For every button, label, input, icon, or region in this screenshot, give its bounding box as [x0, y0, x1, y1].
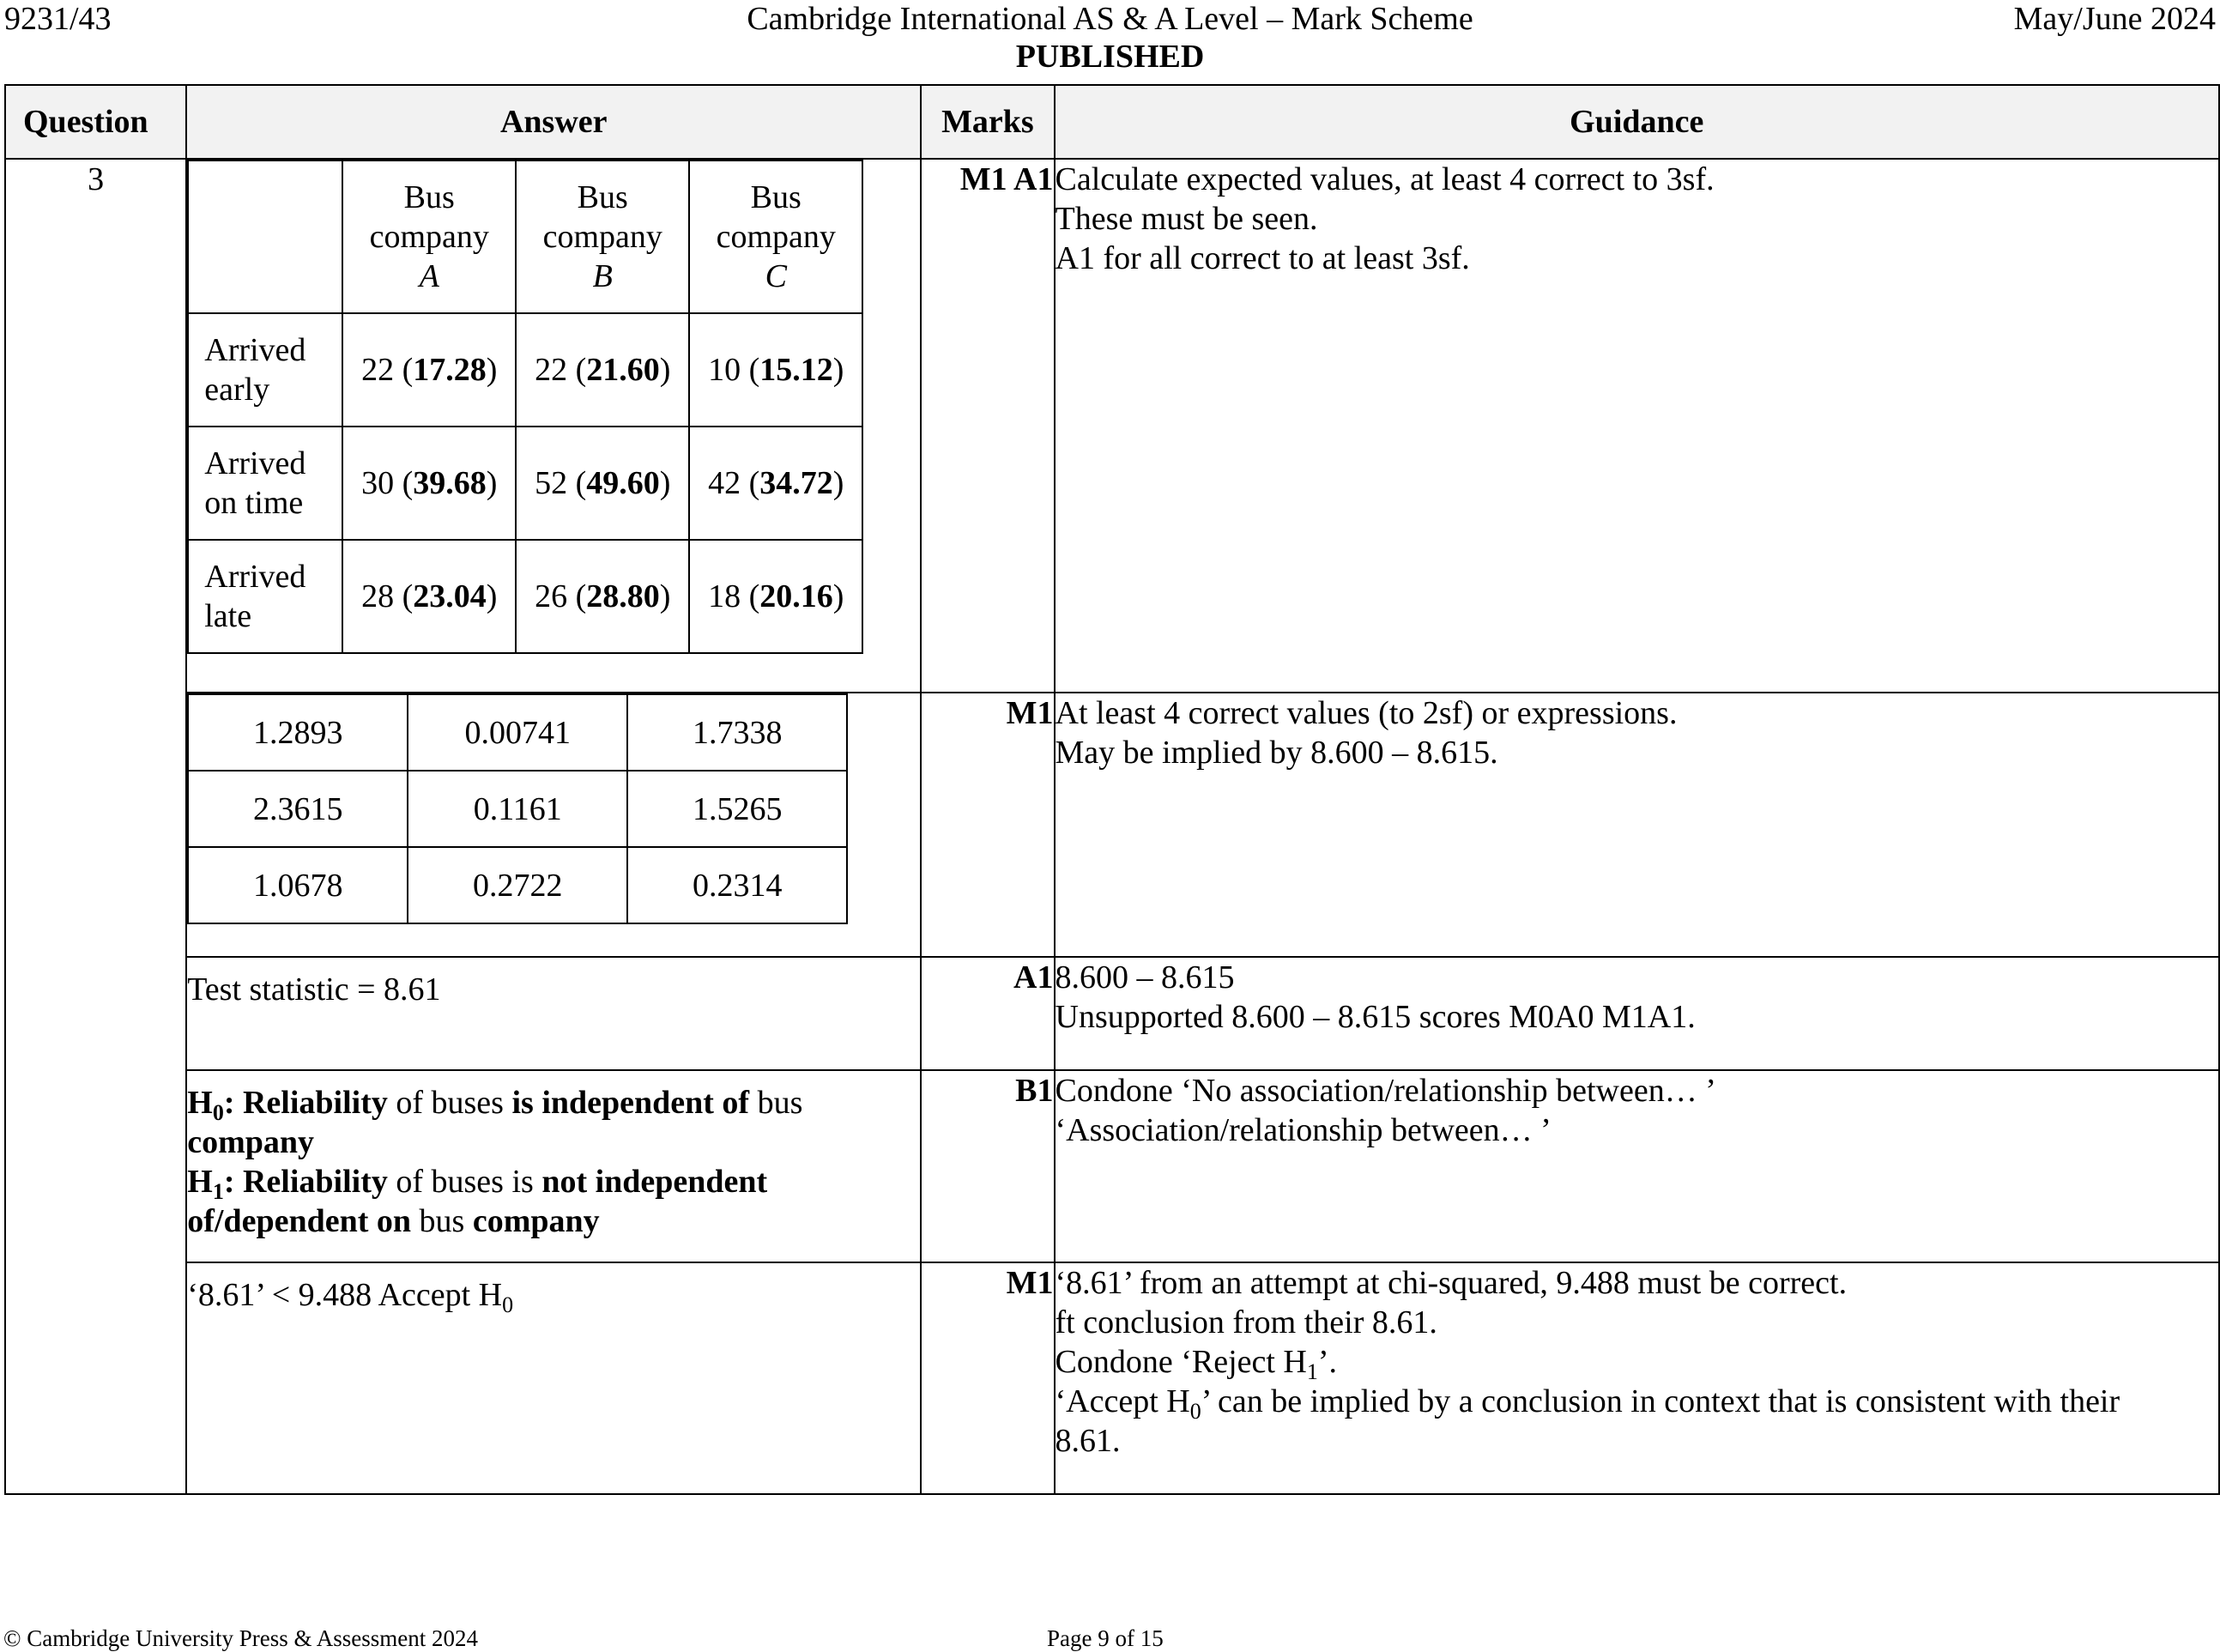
contribution-cell: 0.2314: [627, 847, 847, 923]
row-label-early: Arrived early: [188, 313, 342, 427]
row-label-on-time: Arrived on time: [188, 427, 342, 540]
contribution-cell: 1.7338: [627, 694, 847, 771]
contribution-cell: 0.1161: [408, 771, 627, 847]
answer-cell: $H_0$: Reliability of buses is independent of bus company $H_1$: Reliability of buses is not independent of/dependent on bus company: [186, 1070, 921, 1262]
guidance-cell: At least 4 correct values (to 2sf) or expressions. May be implied by 8.600 – 8.615.: [1055, 693, 2220, 957]
contribution-cell: 1.0678: [188, 847, 408, 923]
row-label-late: Arrived late: [188, 540, 342, 653]
column-header-guidance: Guidance: [1055, 85, 2220, 159]
guidance-cell: 8.600 – 8.615 Unsupported 8.600 – 8.615 scores M0A0 M1A1.: [1055, 957, 2220, 1070]
contribution-cell: 0.2722: [408, 847, 627, 923]
contribution-cell: 1.5265: [627, 771, 847, 847]
guidance-cell: Calculate expected values, at least 4 correct to 3sf. These must be seen. A1 for all correct to at least 3sf.: [1055, 159, 2220, 693]
marks-cell: M1: [921, 693, 1054, 957]
observed-expected-cell: 28 (23.04): [342, 540, 516, 653]
document-title: Cambridge International AS & A Level – Mark Scheme: [747, 1, 1473, 37]
exam-session: May/June 2024: [2013, 1, 2216, 37]
copyright-notice: © Cambridge University Press & Assessment 2024: [3, 1625, 478, 1651]
answer-cell: [186, 159, 921, 693]
contribution-cell: 0.00741: [408, 694, 627, 771]
contribution-cell: 1.2893: [188, 694, 408, 771]
contributions-table: [187, 693, 848, 924]
observed-expected-cell: 22 (17.28): [342, 313, 516, 427]
table-row: [5, 1070, 2219, 1262]
answer-cell: ‘8.61’ < 9.488 Accept $H_0$: [186, 1262, 921, 1494]
table-row: [5, 693, 2219, 957]
marks-cell: A1: [921, 957, 1054, 1070]
observed-expected-table: [187, 160, 863, 654]
table-corner-cell: [188, 160, 342, 313]
observed-expected-cell: 30 (39.68): [342, 427, 516, 540]
null-hypothesis: $H_0$: Reliability of buses is independent of bus: [187, 1085, 803, 1125]
table-header-row: [5, 85, 2219, 159]
paper-code: 9231/43: [4, 1, 112, 37]
company-header-c: Bus company C: [689, 160, 862, 313]
company-header-b: Bus company B: [516, 160, 689, 313]
observed-expected-cell: 52 (49.60): [516, 427, 689, 540]
column-header-answer: Answer: [186, 85, 921, 159]
document-title-block: [0, 0, 2220, 76]
column-header-question: Question: [5, 85, 186, 159]
guidance-cell: ‘8.61’ from an attempt at chi-squared, 9.488 must be correct. ft conclusion from their 8.61. Condone ‘Reject $H_1$’. ‘Accept $H_0$’ can be implied by a conclusion in context that is consistent with their 8.61.: [1055, 1262, 2220, 1494]
table-row: [5, 957, 2219, 1070]
observed-expected-cell: 42 (34.72): [689, 427, 862, 540]
table-row: [5, 159, 2219, 693]
observed-expected-cell: 18 (20.16): [689, 540, 862, 653]
marks-cell: M1 A1: [921, 159, 1054, 693]
answer-cell: [186, 693, 921, 957]
observed-expected-cell: 10 (15.12): [689, 313, 862, 427]
alternative-hypothesis: $H_1$: Reliability of buses is not independent: [187, 1164, 768, 1204]
page-number: Page 9 of 15: [1047, 1625, 1164, 1651]
guidance-cell: Condone ‘No association/relationship between… ’ ‘Association/relationship between… ’: [1055, 1070, 2220, 1262]
contribution-cell: 2.3615: [188, 771, 408, 847]
observed-expected-cell: 22 (21.60): [516, 313, 689, 427]
published-label: PUBLISHED: [1015, 39, 1205, 75]
answer-cell: Test statistic = 8.61: [186, 957, 921, 1070]
column-header-marks: Marks: [921, 85, 1054, 159]
company-header-a: Bus company A: [342, 160, 516, 313]
question-number: 3: [5, 159, 186, 1494]
marks-cell: M1: [921, 1262, 1054, 1494]
table-row: [5, 1262, 2219, 1494]
marks-cell: B1: [921, 1070, 1054, 1262]
observed-expected-cell: 26 (28.80): [516, 540, 689, 653]
mark-scheme-table: [4, 84, 2220, 1495]
